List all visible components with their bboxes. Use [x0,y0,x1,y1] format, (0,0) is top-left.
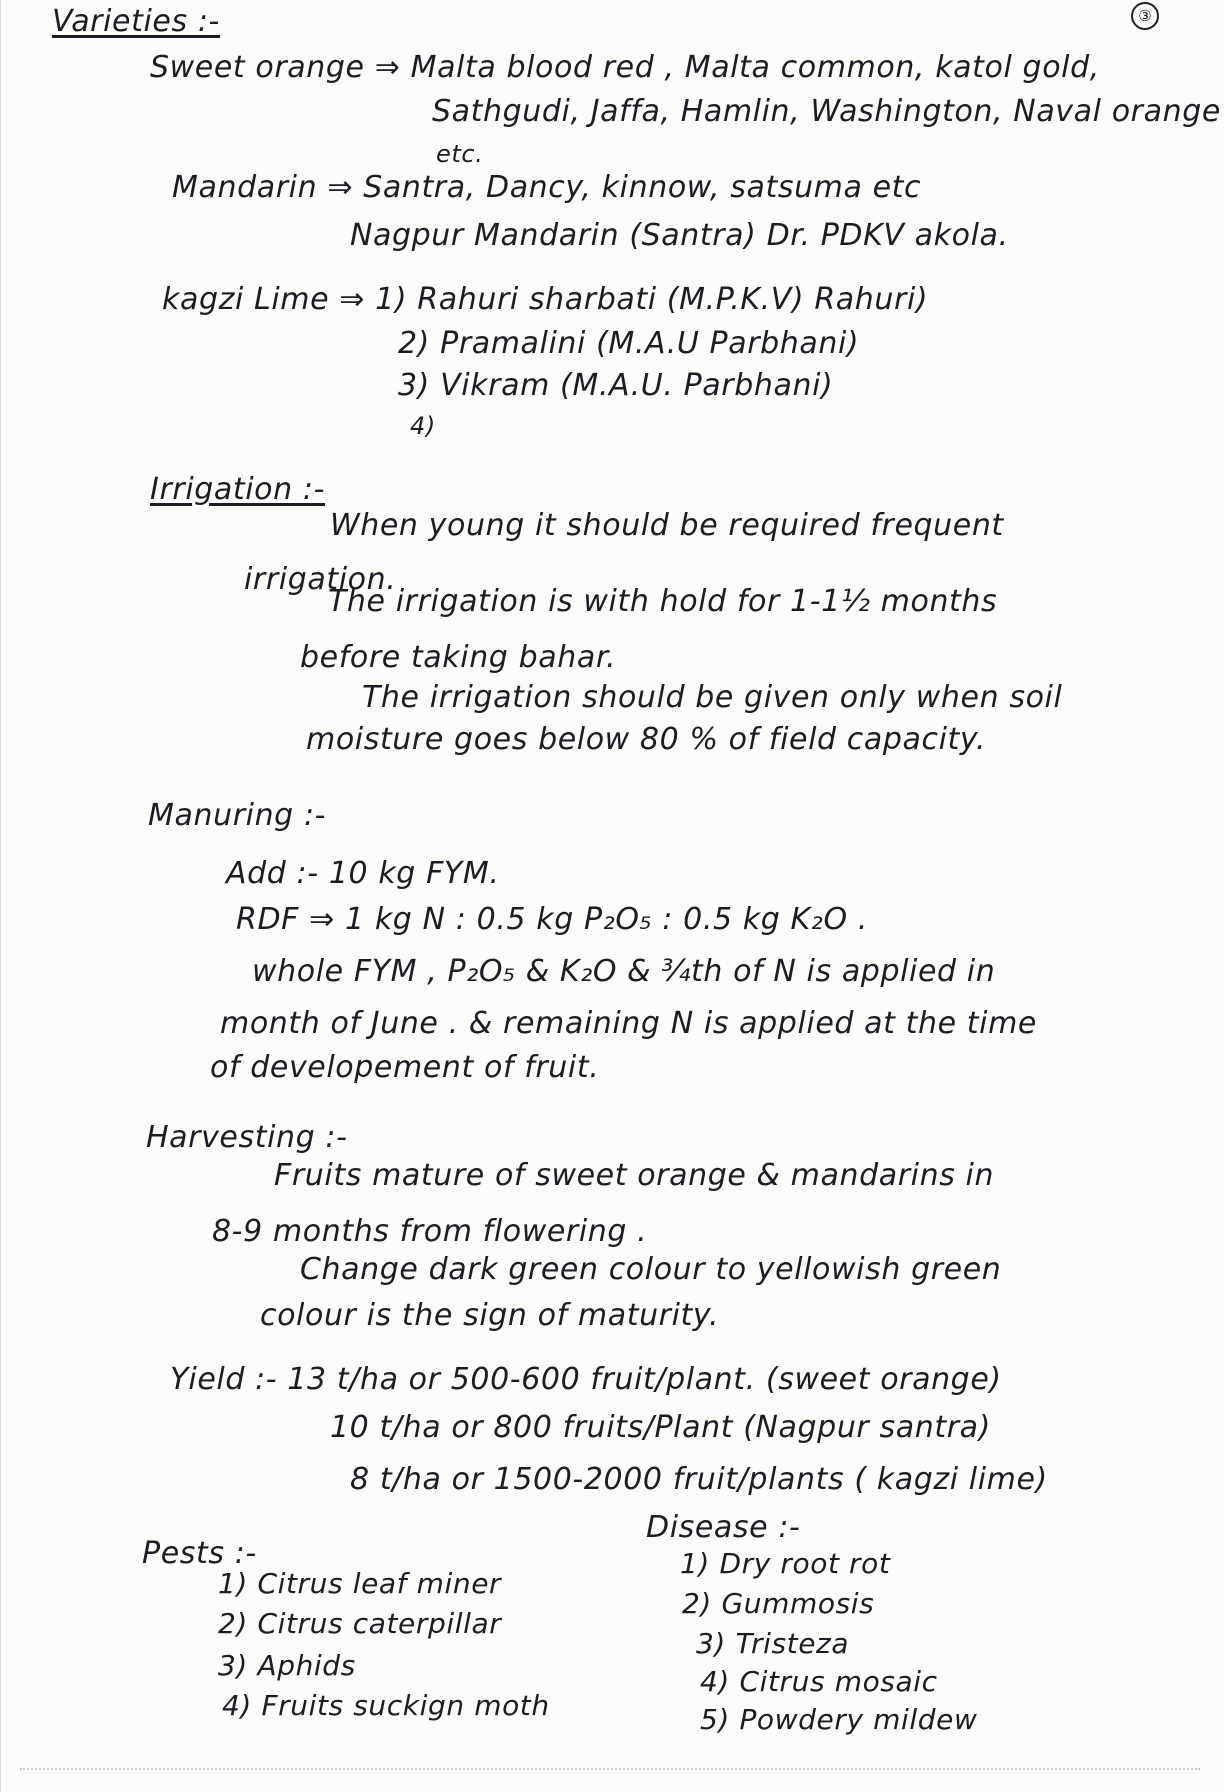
irrigation-line-1: When young it should be required frequent [330,508,1004,543]
varieties-sweet-orange-line-1: Sweet orange ⇒ Malta blood red , Malta common, katol gold, [150,50,1100,85]
pests-item: 4) Fruits suckign moth [222,1689,550,1722]
irrigation-line-2: irrigation. [244,562,397,597]
pests-item: 2) Citrus caterpillar [218,1607,502,1640]
disease-item: 3) Tristeza [696,1627,850,1660]
yield-line-1: Yield :- 13 t/ha or 500-600 fruit/plant. (sweet orange) [170,1362,1002,1397]
irrigation-heading: Irrigation :- [150,472,326,507]
disease-item: 4) Citrus mosaic [700,1665,938,1698]
varieties-sweet-orange-line-3: etc. [436,140,484,168]
varieties-kagzi-line-4: 4) [410,412,436,440]
irrigation-line-6: moisture goes below 80 % of field capacity. [306,722,987,757]
varieties-mandarin-line-2: Nagpur Mandarin (Santra) Dr. PDKV akola. [350,218,1009,253]
varieties-kagzi-line-1: kagzi Lime ⇒ 1) Rahuri sharbati (M.P.K.V) Rahuri) [162,282,929,317]
bottom-dotted-divider [20,1768,1200,1770]
disease-item: 2) Gummosis [682,1587,875,1620]
varieties-sweet-orange-line-2: Sathgudi, Jaffa, Hamlin, Washington, Naval orange [432,94,1221,129]
yield-line-2: 10 t/ha or 800 fruits/Plant (Nagpur santra) [330,1410,991,1445]
disease-item: 1) Dry root rot [680,1547,891,1580]
yield-line-3: 8 t/ha or 1500-2000 fruit/plants ( kagzi lime) [350,1462,1048,1497]
varieties-heading: Varieties :- [52,4,220,39]
pests-heading: Pests :- [142,1536,257,1571]
disease-item: 5) Powdery mildew [700,1703,978,1736]
harvesting-line-3: Change dark green colour to yellowish green [300,1252,1002,1287]
irrigation-line-4: before taking bahar. [300,640,617,675]
varieties-mandarin-line-1: Mandarin ⇒ Santra, Dancy, kinnow, satsuma etc [172,170,922,205]
varieties-kagzi-line-3: 3) Vikram (M.A.U. Parbhani) [398,368,834,403]
irrigation-line-5: The irrigation should be given only when soil [362,680,1063,715]
manuring-line-4: month of June . & remaining N is applied at the time [220,1006,1037,1041]
disease-heading: Disease :- [646,1510,801,1545]
pests-item: 1) Citrus leaf miner [218,1567,502,1600]
manuring-heading: Manuring :- [148,798,327,833]
harvesting-line-2: 8-9 months from flowering . [212,1214,648,1249]
varieties-kagzi-line-2: 2) Pramalini (M.A.U Parbhani) [398,326,860,361]
manuring-line-1: Add :- 10 kg FYM. [226,856,500,891]
harvesting-line-1: Fruits mature of sweet orange & mandarins in [274,1158,995,1193]
pests-item: 3) Aphids [218,1649,356,1682]
manuring-line-5: of developement of fruit. [210,1050,600,1085]
page-margin-line [0,0,1,1792]
irrigation-line-3: The irrigation is with hold for 1-1½ months [328,584,998,619]
manuring-line-3: whole FYM , P₂O₅ & K₂O & ¾th of N is applied in [252,954,996,989]
manuring-line-2: RDF ⇒ 1 kg N : 0.5 kg P₂O₅ : 0.5 kg K₂O . [236,902,868,937]
harvesting-heading: Harvesting :- [146,1120,348,1155]
page-number: ③ [1131,2,1159,30]
harvesting-line-4: colour is the sign of maturity. [260,1298,720,1333]
